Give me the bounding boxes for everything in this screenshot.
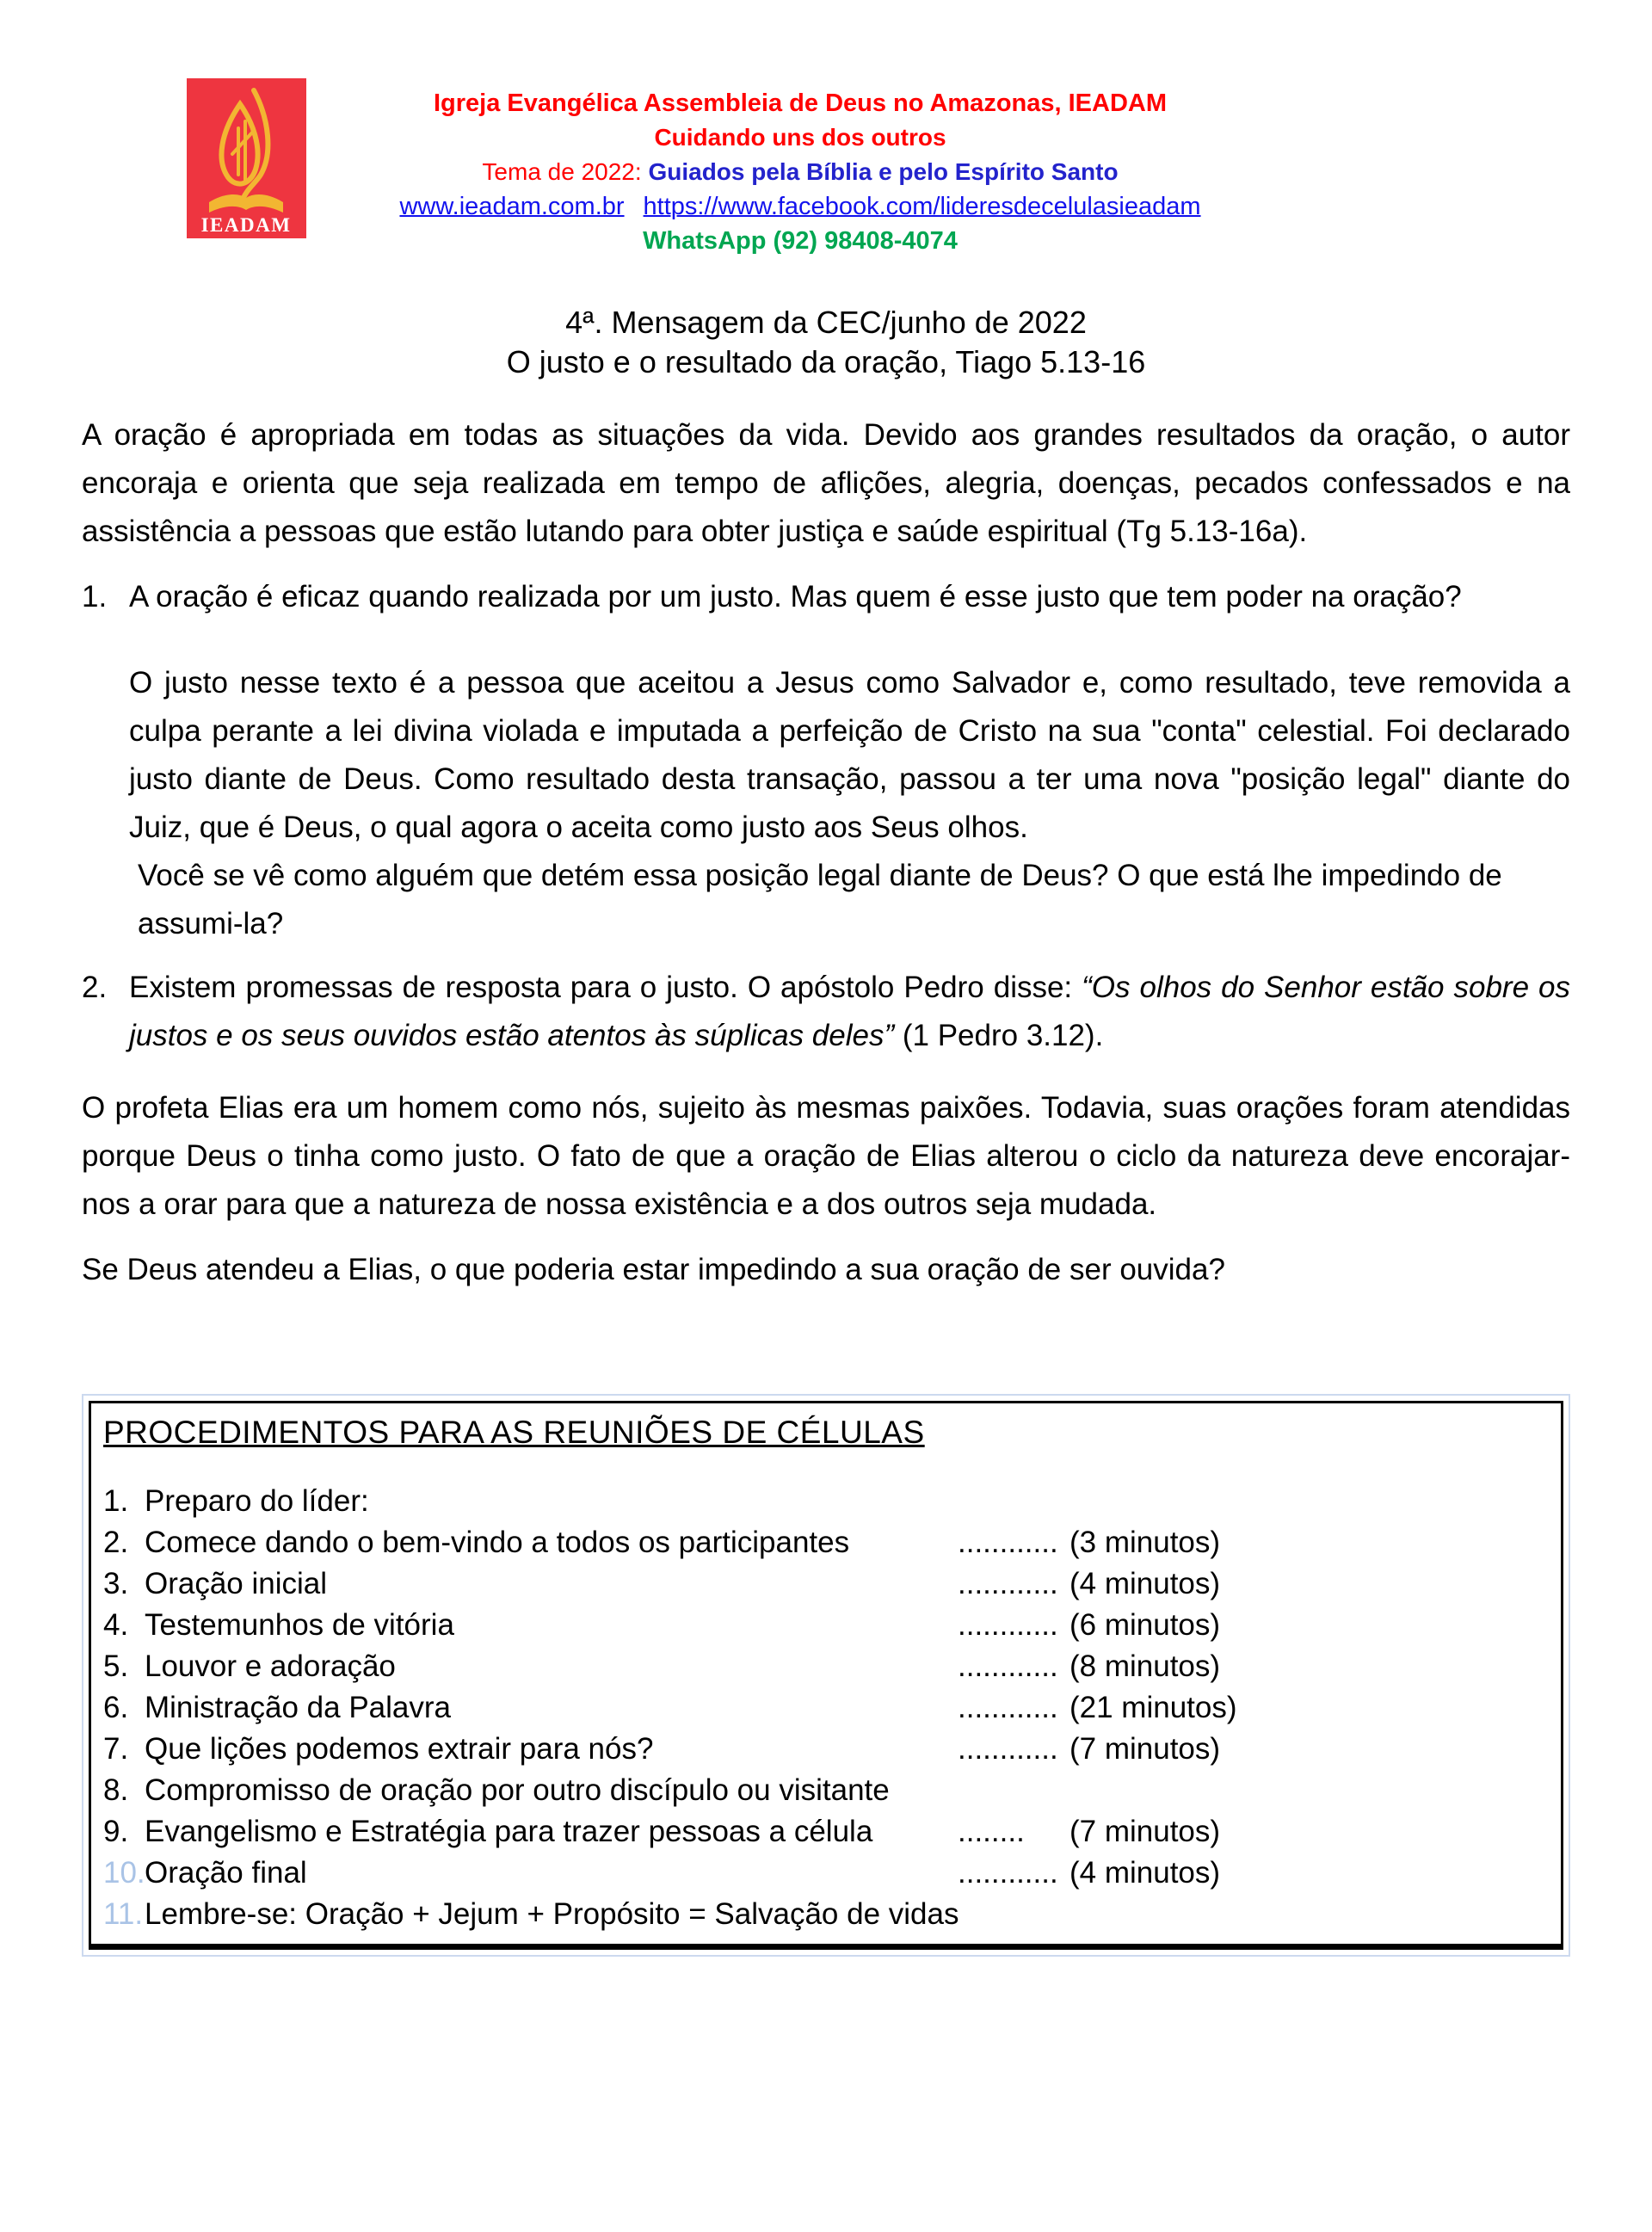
row-number: 8. [103,1773,129,1807]
org-name: Igreja Evangélica Assembleia de Deus no Amazonas, IEADAM [433,89,1168,117]
procedure-row [103,1563,1544,1605]
row-dots: ............ [958,1732,1058,1766]
item-2-lead: Existem promessas de resposta para o justo. O apóstolo Pedro disse: [129,971,1082,1004]
row-number: 3. [103,1567,129,1600]
row-label: Testemunhos de vitória [145,1608,454,1642]
document-body [82,303,1570,1957]
row-label: Preparo do líder: [145,1484,369,1518]
row-label: Comece dando o bem-vindo a todos os participantes [145,1526,850,1559]
procedure-row [103,1811,1544,1853]
row-number: 4. [103,1608,129,1642]
row-dots: ............ [958,1608,1058,1642]
message-title [82,303,1570,382]
row-dots: ............ [958,1691,1058,1724]
item-2-reference: (1 Pedro 3.12). [894,1019,1104,1052]
item-1-number: 1. [82,580,108,613]
paragraph-elias: O profeta Elias era um homem como nós, sujeito às mesmas paixões. Todavia, suas orações foram atendidas porque Deus o tinha como justo. O fato de que a oração de Elias alterou o ciclo da natureza deve encorajar-nos a orar para que a natureza de nossa existência e a dos outros seja mudada. [82,1091,1570,1221]
row-label: Lembre-se: Oração + Jejum + Propósito = Salvação de vidas [145,1897,959,1931]
row-number: 6. [103,1691,129,1724]
row-dots: ............ [958,1526,1058,1559]
item-2-quote: “Os olhos do Senhor estão sobre os justos e os seus ouvidos estão atentos às súplicas deles” [129,971,1570,1052]
row-number: 5. [103,1649,129,1683]
row-dots: ............ [958,1856,1058,1890]
facebook-link[interactable]: https://www.facebook.com/lideresdecelulasieadam [643,193,1201,220]
row-minutes: (7 minutos) [1069,1732,1221,1766]
row-minutes: (6 minutos) [1069,1608,1221,1642]
paragraph-voce: Você se vê como alguém que detém essa posição legal diante de Deus? O que está lhe impedindo de assumi-la? [138,859,1502,940]
procedure-row [103,1894,1544,1935]
row-minutes: (3 minutos) [1069,1526,1221,1559]
org-tagline: Cuidando uns dos outros [654,124,946,151]
row-number: 10. [103,1856,145,1890]
procedure-row [103,1853,1544,1894]
row-number: 11. [103,1897,144,1931]
procedure-row [103,1522,1544,1563]
theme-value: Guiados pela Bíblia e pelo Espírito Santo [648,158,1119,185]
paragraph-intro: A oração é apropriada em todas as situações da vida. Devido aos grandes resultados da oração, o autor encoraja e orienta que seja realizada em tempo de aflições, alegria, doenças, pecados confessados e na assistência a pessoas que estão lutando para obter justiça e saúde espiritual (Tg 5.13-16a). [82,418,1570,548]
row-minutes: (21 minutos) [1069,1691,1237,1724]
procedure-row [103,1687,1544,1729]
procedure-row [103,1729,1544,1770]
procedure-row [103,1770,1544,1811]
item-1-text: A oração é eficaz quando realizada por um justo. Mas quem é esse justo que tem poder na oração? [129,580,1462,613]
row-label: Louvor e adoração [145,1649,396,1683]
message-title-line1: 4ª. Mensagem da CEC/junho de 2022 [565,305,1087,340]
row-minutes: (4 minutos) [1069,1567,1221,1600]
row-label: Ministração da Palavra [145,1691,451,1724]
row-label: Que lições podemos extrair para nós? [145,1732,654,1766]
header-text-block [0,86,1600,258]
numbered-item-2 [82,964,1570,1060]
whatsapp-line: WhatsApp (92) 98408-4074 [643,227,958,255]
document-header [0,0,1652,262]
row-minutes: (7 minutos) [1069,1815,1221,1848]
row-number: 7. [103,1732,129,1766]
row-label: Evangelismo e Estratégia para trazer pessoas a célula [145,1815,873,1848]
message-title-line2: O justo e o resultado da oração, Tiago 5.13-16 [506,344,1146,379]
logo-text: IEADAM [200,214,292,236]
paragraph-se-deus: Se Deus atendeu a Elias, o que poderia estar impedindo a sua oração de ser ouvida? [82,1253,1225,1286]
row-number: 2. [103,1526,129,1559]
item-2-number: 2. [82,971,108,1004]
row-dots: ........ [958,1815,1025,1848]
item-2-text [129,964,1570,1060]
procedures-box-inner [89,1401,1563,1950]
procedures-heading: PROCEDIMENTOS PARA AS REUNIÕES DE CÉLULAS [103,1415,925,1450]
row-dots: ............ [958,1567,1058,1600]
row-dots: ............ [958,1649,1058,1683]
row-minutes: (8 minutos) [1069,1649,1221,1683]
procedures-box [82,1394,1570,1957]
procedure-row [103,1481,1544,1522]
links-line [0,189,1600,224]
paragraph-justo: O justo nesse texto é a pessoa que aceitou a Jesus como Salvador e, como resultado, teve removida a culpa perante a lei divina violada e imputada a perfeição de Cristo na sua "conta" celestial. Foi declarado justo diante de Deus. Como resultado desta transação, passou a ter uma nova "posição legal" diante do Juiz, que é Deus, o qual agora o aceita como justo aos Seus olhos. [129,666,1570,844]
website-link[interactable]: www.ieadam.com.br [399,193,625,220]
numbered-item-1 [82,573,1570,621]
row-minutes: (4 minutos) [1069,1856,1221,1890]
procedures-list [103,1481,1544,1935]
row-number: 1. [103,1484,129,1518]
theme-line [0,155,1600,189]
row-label: Compromisso de oração por outro discípulo ou visitante [145,1773,890,1807]
row-label: Oração inicial [145,1567,328,1600]
theme-label: Tema de 2022: [482,158,649,185]
row-label: Oração final [145,1856,307,1890]
procedure-row [103,1646,1544,1687]
row-number: 9. [103,1815,129,1848]
procedure-row [103,1605,1544,1646]
